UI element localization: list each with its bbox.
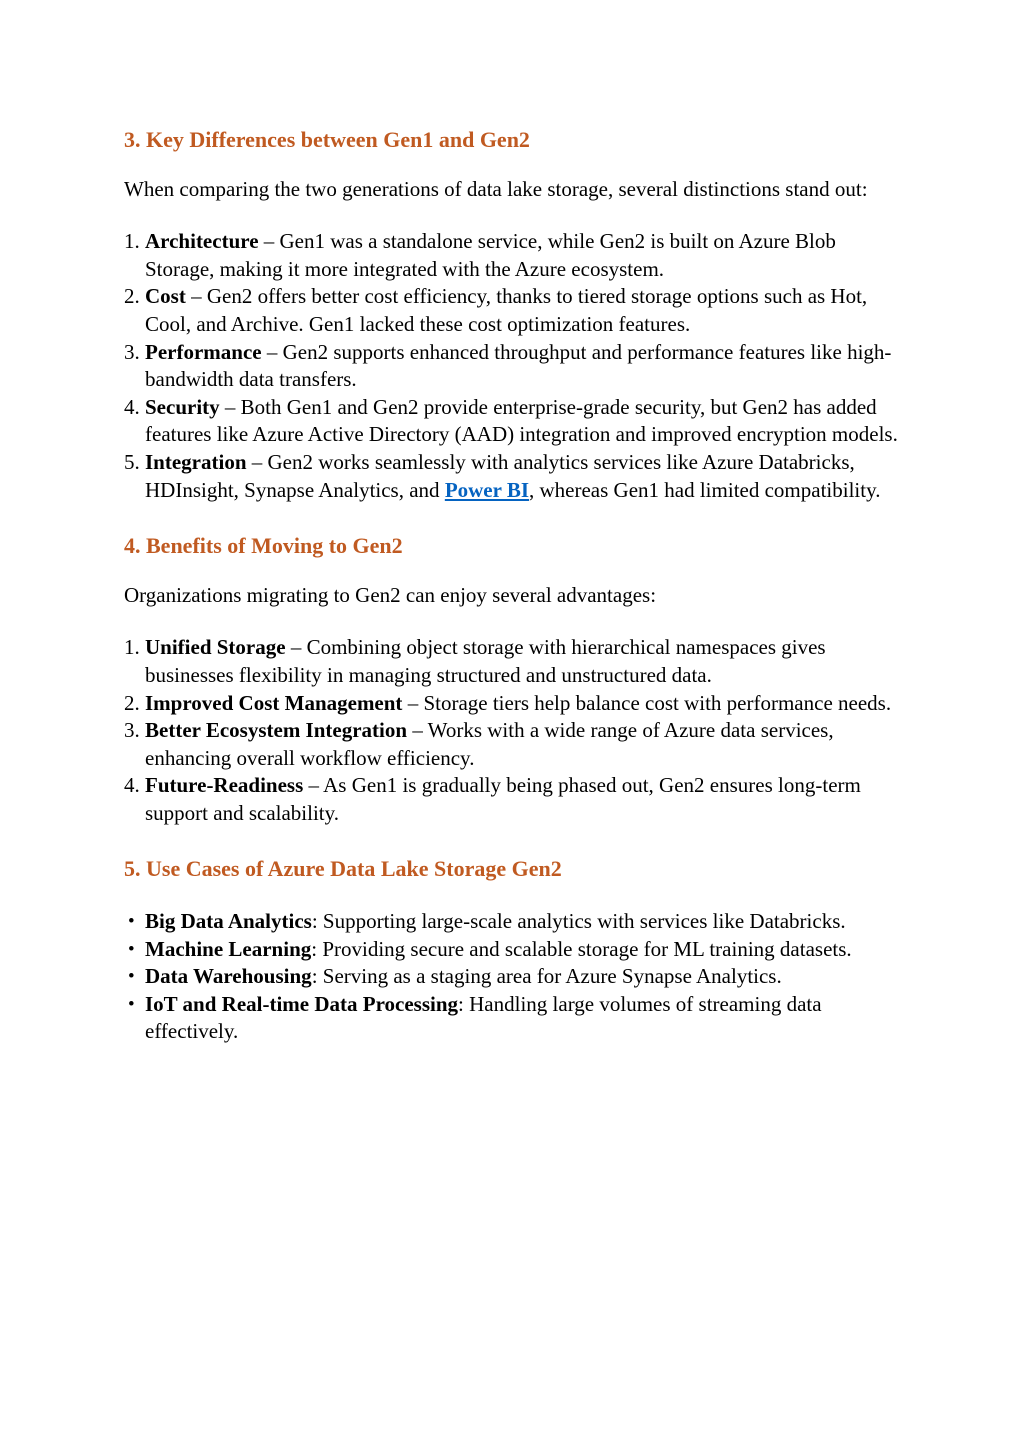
list-item-performance — [124, 339, 900, 394]
list-text: , whereas Gen1 had limited compatibility. — [529, 477, 881, 502]
numbered-list-benefits — [124, 634, 900, 827]
list-number: 5. — [124, 449, 140, 474]
section-heading-benefits: 4. Benefits of Moving to Gen2 — [124, 533, 403, 559]
list-term: Better Ecosystem Integration — [145, 718, 408, 743]
bullet-icon: • — [128, 993, 135, 1015]
list-text: : Serving as a staging area for Azure Synapse Analytics. — [311, 964, 782, 989]
list-term: Future-Readiness — [145, 773, 304, 798]
numbered-list-differences — [124, 228, 900, 504]
list-number: 3. — [124, 339, 140, 364]
list-number: 3. — [124, 718, 140, 743]
list-text: – Combining object storage with hierarchical namespaces gives businesses flexibility in managing structured and unstructured data. — [145, 635, 826, 687]
list-item-cost-management — [124, 690, 900, 718]
list-number: 1. — [124, 229, 140, 254]
list-text: – Storage tiers help balance cost with performance needs. — [402, 690, 892, 715]
list-text: : Supporting large-scale analytics with services like Databricks. — [311, 909, 846, 934]
list-term: Architecture — [145, 229, 259, 254]
list-item-security — [124, 394, 900, 449]
list-term: Machine Learning — [145, 936, 312, 961]
list-text: – Gen1 was a standalone service, while Gen2 is built on Azure Blob Storage, making it more integrated with the Azure ecosystem. — [145, 229, 836, 281]
list-text: – Gen2 offers better cost efficiency, thanks to tiered storage options such as Hot, Cool, and Archive. Gen1 lacked these cost optimization features. — [145, 284, 868, 336]
list-term: IoT and Real-time Data Processing — [145, 991, 459, 1016]
list-item-architecture — [124, 228, 900, 283]
list-item-unified-storage — [124, 634, 900, 689]
bullet-icon: • — [128, 938, 135, 960]
list-item-integration — [124, 449, 900, 504]
bullet-icon: • — [128, 911, 135, 933]
list-text: : Providing secure and scalable storage for ML training datasets. — [311, 936, 852, 961]
list-item-cost — [124, 283, 900, 338]
list-term: Security — [145, 394, 220, 419]
bulleted-list-use-cases — [124, 908, 900, 1046]
list-term: Big Data Analytics — [145, 909, 312, 934]
list-text: – Gen2 works seamlessly with analytics services like Azure Databricks, HDInsight, Synapse Analytics, and — [145, 449, 855, 502]
list-term: Data Warehousing — [145, 964, 312, 989]
list-number: 1. — [124, 635, 140, 660]
bullet-icon: • — [128, 966, 135, 988]
section-heading-use-cases: 5. Use Cases of Azure Data Lake Storage Gen2 — [124, 856, 562, 882]
list-term: Unified Storage — [145, 635, 286, 660]
list-text: : Handling large volumes of streaming data effectively. — [145, 991, 822, 1044]
list-item-data-warehousing — [124, 963, 900, 991]
list-item-ecosystem-integration — [124, 717, 900, 772]
intro-paragraph: Organizations migrating to Gen2 can enjoy several advantages: — [124, 582, 657, 607]
list-number: 2. — [124, 284, 140, 309]
power-bi-link[interactable]: Power BI — [444, 477, 529, 502]
list-text: – Gen2 supports enhanced throughput and performance features like high-bandwidth data transfers. — [145, 339, 892, 392]
list-term: Integration — [145, 449, 247, 474]
list-number: 4. — [124, 773, 140, 798]
list-term: Improved Cost Management — [145, 690, 403, 715]
list-number: 4. — [124, 394, 140, 419]
list-text: – As Gen1 is gradually being phased out, Gen2 ensures long-term support and scalability. — [145, 773, 861, 825]
list-item-big-data-analytics — [124, 908, 900, 936]
list-text: – Both Gen1 and Gen2 provide enterprise-grade security, but Gen2 has added features like Azure Active Directory (AAD) integration and improved encryption models. — [145, 394, 898, 447]
list-item-iot-realtime — [124, 991, 900, 1046]
list-term: Performance — [145, 339, 262, 364]
list-number: 2. — [124, 690, 140, 715]
intro-paragraph: When comparing the two generations of data lake storage, several distinctions stand out: — [124, 176, 868, 201]
list-term: Cost — [145, 284, 186, 309]
list-text: – Works with a wide range of Azure data services, enhancing overall workflow efficiency. — [145, 718, 834, 770]
list-item-future-readiness — [124, 772, 900, 827]
section-heading-key-differences: 3. Key Differences between Gen1 and Gen2 — [124, 127, 530, 152]
list-item-machine-learning — [124, 936, 900, 964]
